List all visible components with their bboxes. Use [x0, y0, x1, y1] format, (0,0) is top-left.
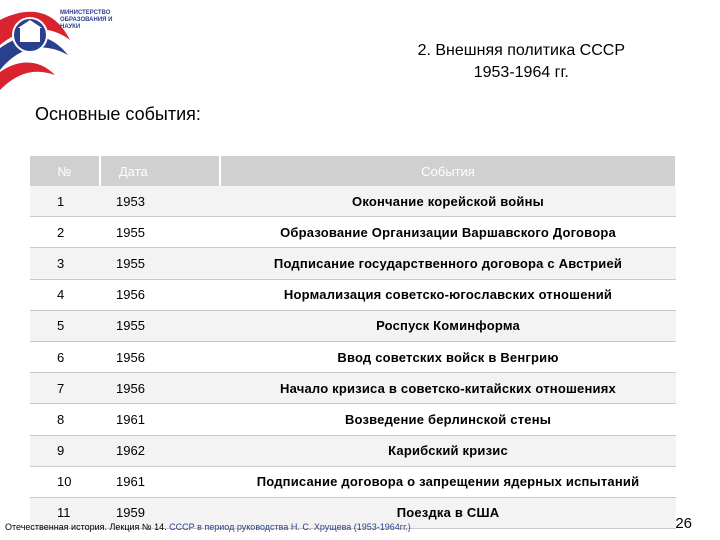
row-number: 4	[30, 279, 100, 310]
page-number: 26	[675, 515, 692, 532]
row-number: 5	[30, 310, 100, 341]
title-line-1: 2. Внешняя политика СССР	[417, 42, 625, 59]
row-event: Подписание договора о запрещении ядерных испытаний	[220, 466, 676, 497]
row-date: 1961	[100, 466, 220, 497]
table-row	[30, 186, 676, 217]
row-event: Ввод советских войск в Венгрию	[220, 341, 676, 372]
table-row	[30, 310, 676, 341]
table-row	[30, 404, 676, 435]
footer-caption	[5, 522, 411, 532]
row-date: 1959	[100, 497, 220, 528]
header-number: №	[30, 156, 100, 186]
university-logo	[0, 0, 140, 90]
row-event: Образование Организации Варшавского Договора	[220, 217, 676, 248]
table-row	[30, 217, 676, 248]
row-date: 1956	[100, 341, 220, 372]
table-header-row	[30, 156, 676, 186]
table-row	[30, 466, 676, 497]
row-number: 8	[30, 404, 100, 435]
slide-title	[418, 40, 625, 84]
row-number: 6	[30, 341, 100, 372]
row-event: Роспуск Коминформа	[220, 310, 676, 341]
table-row	[30, 248, 676, 279]
row-event: Подписание государственного договора с Австрией	[220, 248, 676, 279]
footer-accent-text: СССР в период руководства Н. С. Хрущева (1953-1964гг.)	[169, 522, 411, 532]
row-number: 3	[30, 248, 100, 279]
header-date: Дата	[100, 156, 220, 186]
row-number: 9	[30, 435, 100, 466]
table-row	[30, 435, 676, 466]
row-event: Поездка в США	[220, 497, 676, 528]
row-event: Начало кризиса в советско-китайских отношениях	[220, 373, 676, 404]
events-table	[30, 156, 677, 529]
table-row	[30, 373, 676, 404]
row-date: 1961	[100, 404, 220, 435]
row-date: 1955	[100, 217, 220, 248]
row-event: Окончание корейской войны	[220, 186, 676, 217]
row-date: 1956	[100, 279, 220, 310]
logo-text: МИНИСТЕРСТВО ОБРАЗОВАНИЯ И НАУКИ	[60, 10, 113, 30]
table-row	[30, 341, 676, 372]
header-events: События	[220, 156, 676, 186]
row-event: Нормализация советско-югославских отношений	[220, 279, 676, 310]
row-number: 7	[30, 373, 100, 404]
section-subtitle: Основные события:	[35, 104, 201, 124]
row-date: 1956	[100, 373, 220, 404]
row-date: 1955	[100, 248, 220, 279]
title-line-2: 1953-1964 гг.	[473, 64, 569, 81]
row-date: 1962	[100, 435, 220, 466]
footer-plain-text: Отечественная история. Лекция № 14.	[5, 522, 167, 532]
row-event: Возведение берлинской стены	[220, 404, 676, 435]
row-event: Карибский кризис	[220, 435, 676, 466]
row-date: 1955	[100, 310, 220, 341]
row-number: 11	[30, 497, 100, 528]
row-date: 1953	[100, 186, 220, 217]
row-number: 2	[30, 217, 100, 248]
row-number: 1	[30, 186, 100, 217]
row-number: 10	[30, 466, 100, 497]
table-row	[30, 279, 676, 310]
